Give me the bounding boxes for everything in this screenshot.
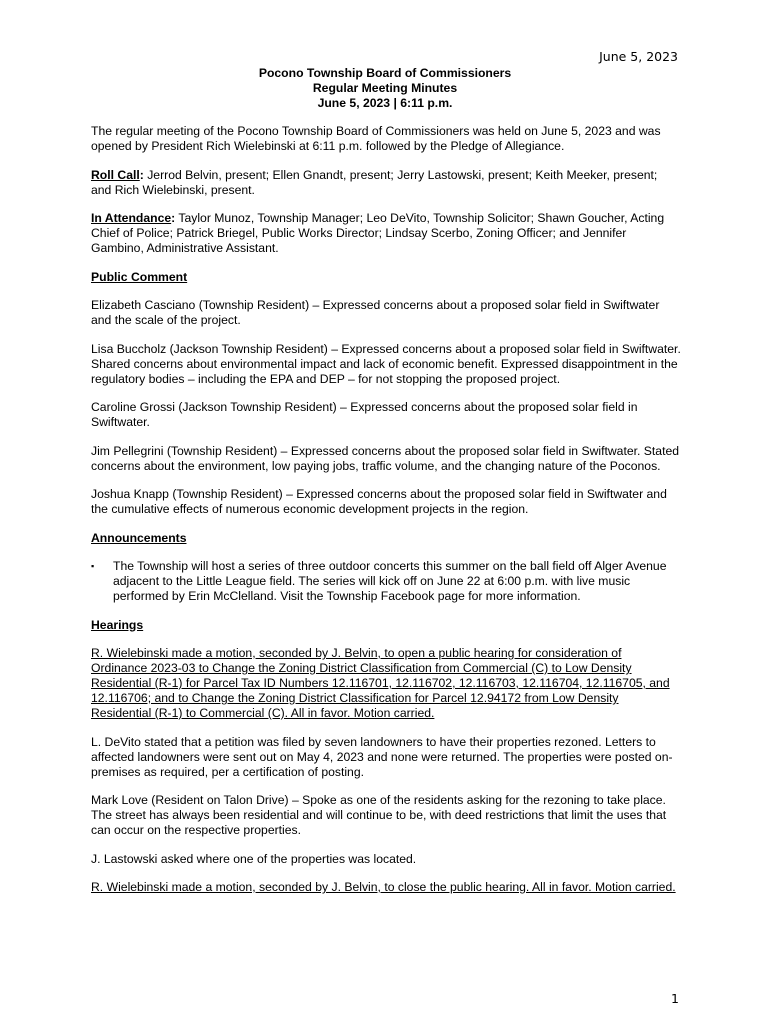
bullet-icon: ▪ [91,561,95,571]
motion-close-hearing: R. Wielebinski made a motion, seconded by J. Belvin, to close the public hearing. All in favor. Motion carried. [91,880,676,894]
motion-open-hearing: R. Wielebinski made a motion, seconded by J. Belvin, to open a public hearing for consideration of Ordinance 2023-03 to Change the Zoning District Classification from Commercial (C) to Low Density Residential (R-1) for Parcel Tax ID Numbers 12.116701, 12.116702, 12.116703, 12.116704, 12.116705, and 12.116706; and to Change the Zoning District Classification for Parcel 12.94172 from Low Density Residential (R-1) to Commercial (C). All in favor. Motion carried. [91,646,670,720]
minutes-body [91,124,681,909]
meeting-datetime: June 5, 2023 | 6:11 p.m. [317,96,453,110]
public-comment-heading: Public Comment [91,269,188,284]
attendance-text: Taylor Munoz, Township Manager; Leo DeVito, Township Solicitor; Shawn Goucher, Acting Chief of Police; Patrick Briegel, Public Works Director; Lindsay Scerbo, Zoning Officer; and Jennifer Gambino, Administrative Assistant. [91,211,665,255]
roll-call-text: Jerrod Belvin, present; Ellen Gnandt, present; Jerry Lastowski, present; Keith Meeker, present; and Rich Wielebinski, present. [91,167,658,197]
attendance-paragraph: In Attendance: Taylor Munoz, Township Manager; Leo DeVito, Township Solicitor; Shawn Goucher, Acting Chief of Police; Patrick Briegel, Public Works Director; Lindsay Scerbo, Zoning Officer; and Jennifer Gambino, Administrative Assistant. [91,211,665,255]
devito-statement: L. DeVito stated that a petition was filed by seven landowners to have their properties rezoned. Letters to affected landowners were sent out on May 4, 2023 and none were returned. The properties were posted on-premises as required, per a certification of posting. [91,734,673,779]
title-block [0,66,770,111]
roll-call-paragraph: Roll Call: Jerrod Belvin, present; Ellen Gnandt, present; Jerry Lastowski, present; Keith Meeker, present; and Rich Wielebinski, present. [91,167,658,197]
love-comment: Mark Love (Resident on Talon Drive) – Spoke as one of the residents asking for the rezoning to take place. The street has always been residential and will continue to be, with deed restrictions that limit the uses that can occur on the respective properties. [91,793,667,837]
public-comment-item: Jim Pellegrini (Township Resident) – Expressed concerns about the proposed solar field in Swiftwater. Stated concerns about the environment, low paying jobs, traffic volume, and the changing nature of the Poconos. [91,443,680,473]
intro-paragraph: The regular meeting of the Pocono Township Board of Commissioners was held on June 5, 2023 and was opened by President Rich Wielebinski at 6:11 p.m. followed by the Pledge of Allegiance. [91,124,661,153]
public-comment-item: Lisa Buccholz (Jackson Township Resident) – Expressed concerns about a proposed solar field in Swiftwater. Shared concerns about environmental impact and lack of economic benefit. Expressed disappointment in the regulatory bodies – including the EPA and DEP – for not stopping the proposed project. [91,341,681,386]
document-subtitle: Regular Meeting Minutes [312,81,458,95]
attendance-label: In Attendance [91,211,172,225]
public-comment-item: Joshua Knapp (Township Resident) – Expressed concerns about the proposed solar field in Swiftwater and the cumulative effects of numerous economic development projects in the region. [91,487,667,516]
announcement-item [91,559,681,604]
public-comment-item: Caroline Grossi (Jackson Township Resident) – Expressed concerns about the proposed solar field in Swiftwater. [91,400,638,429]
roll-call-label: Roll Call [91,167,140,182]
hearings-heading: Hearings [91,617,144,632]
announcements-list [91,559,681,604]
lastowski-question: J. Lastowski asked where one of the properties was located. [91,851,417,866]
announcement-text: The Township will host a series of three outdoor concerts this summer on the ball field off Alger Avenue adjacent to the Little League field. The series will kick off on June 22 at 6:00 p.m. with live music performed by Erin McClelland. Visit the Township Facebook page for more information. [113,559,667,603]
document-title: Pocono Township Board of Commissioners [258,66,512,80]
public-comment-item: Elizabeth Casciano (Township Resident) – Expressed concerns about a proposed solar field in Swiftwater and the scale of the project. [91,298,660,327]
document-date: June 5, 2023 [599,49,678,64]
page-number: 1 [671,991,679,1006]
announcements-heading: Announcements [91,530,187,545]
